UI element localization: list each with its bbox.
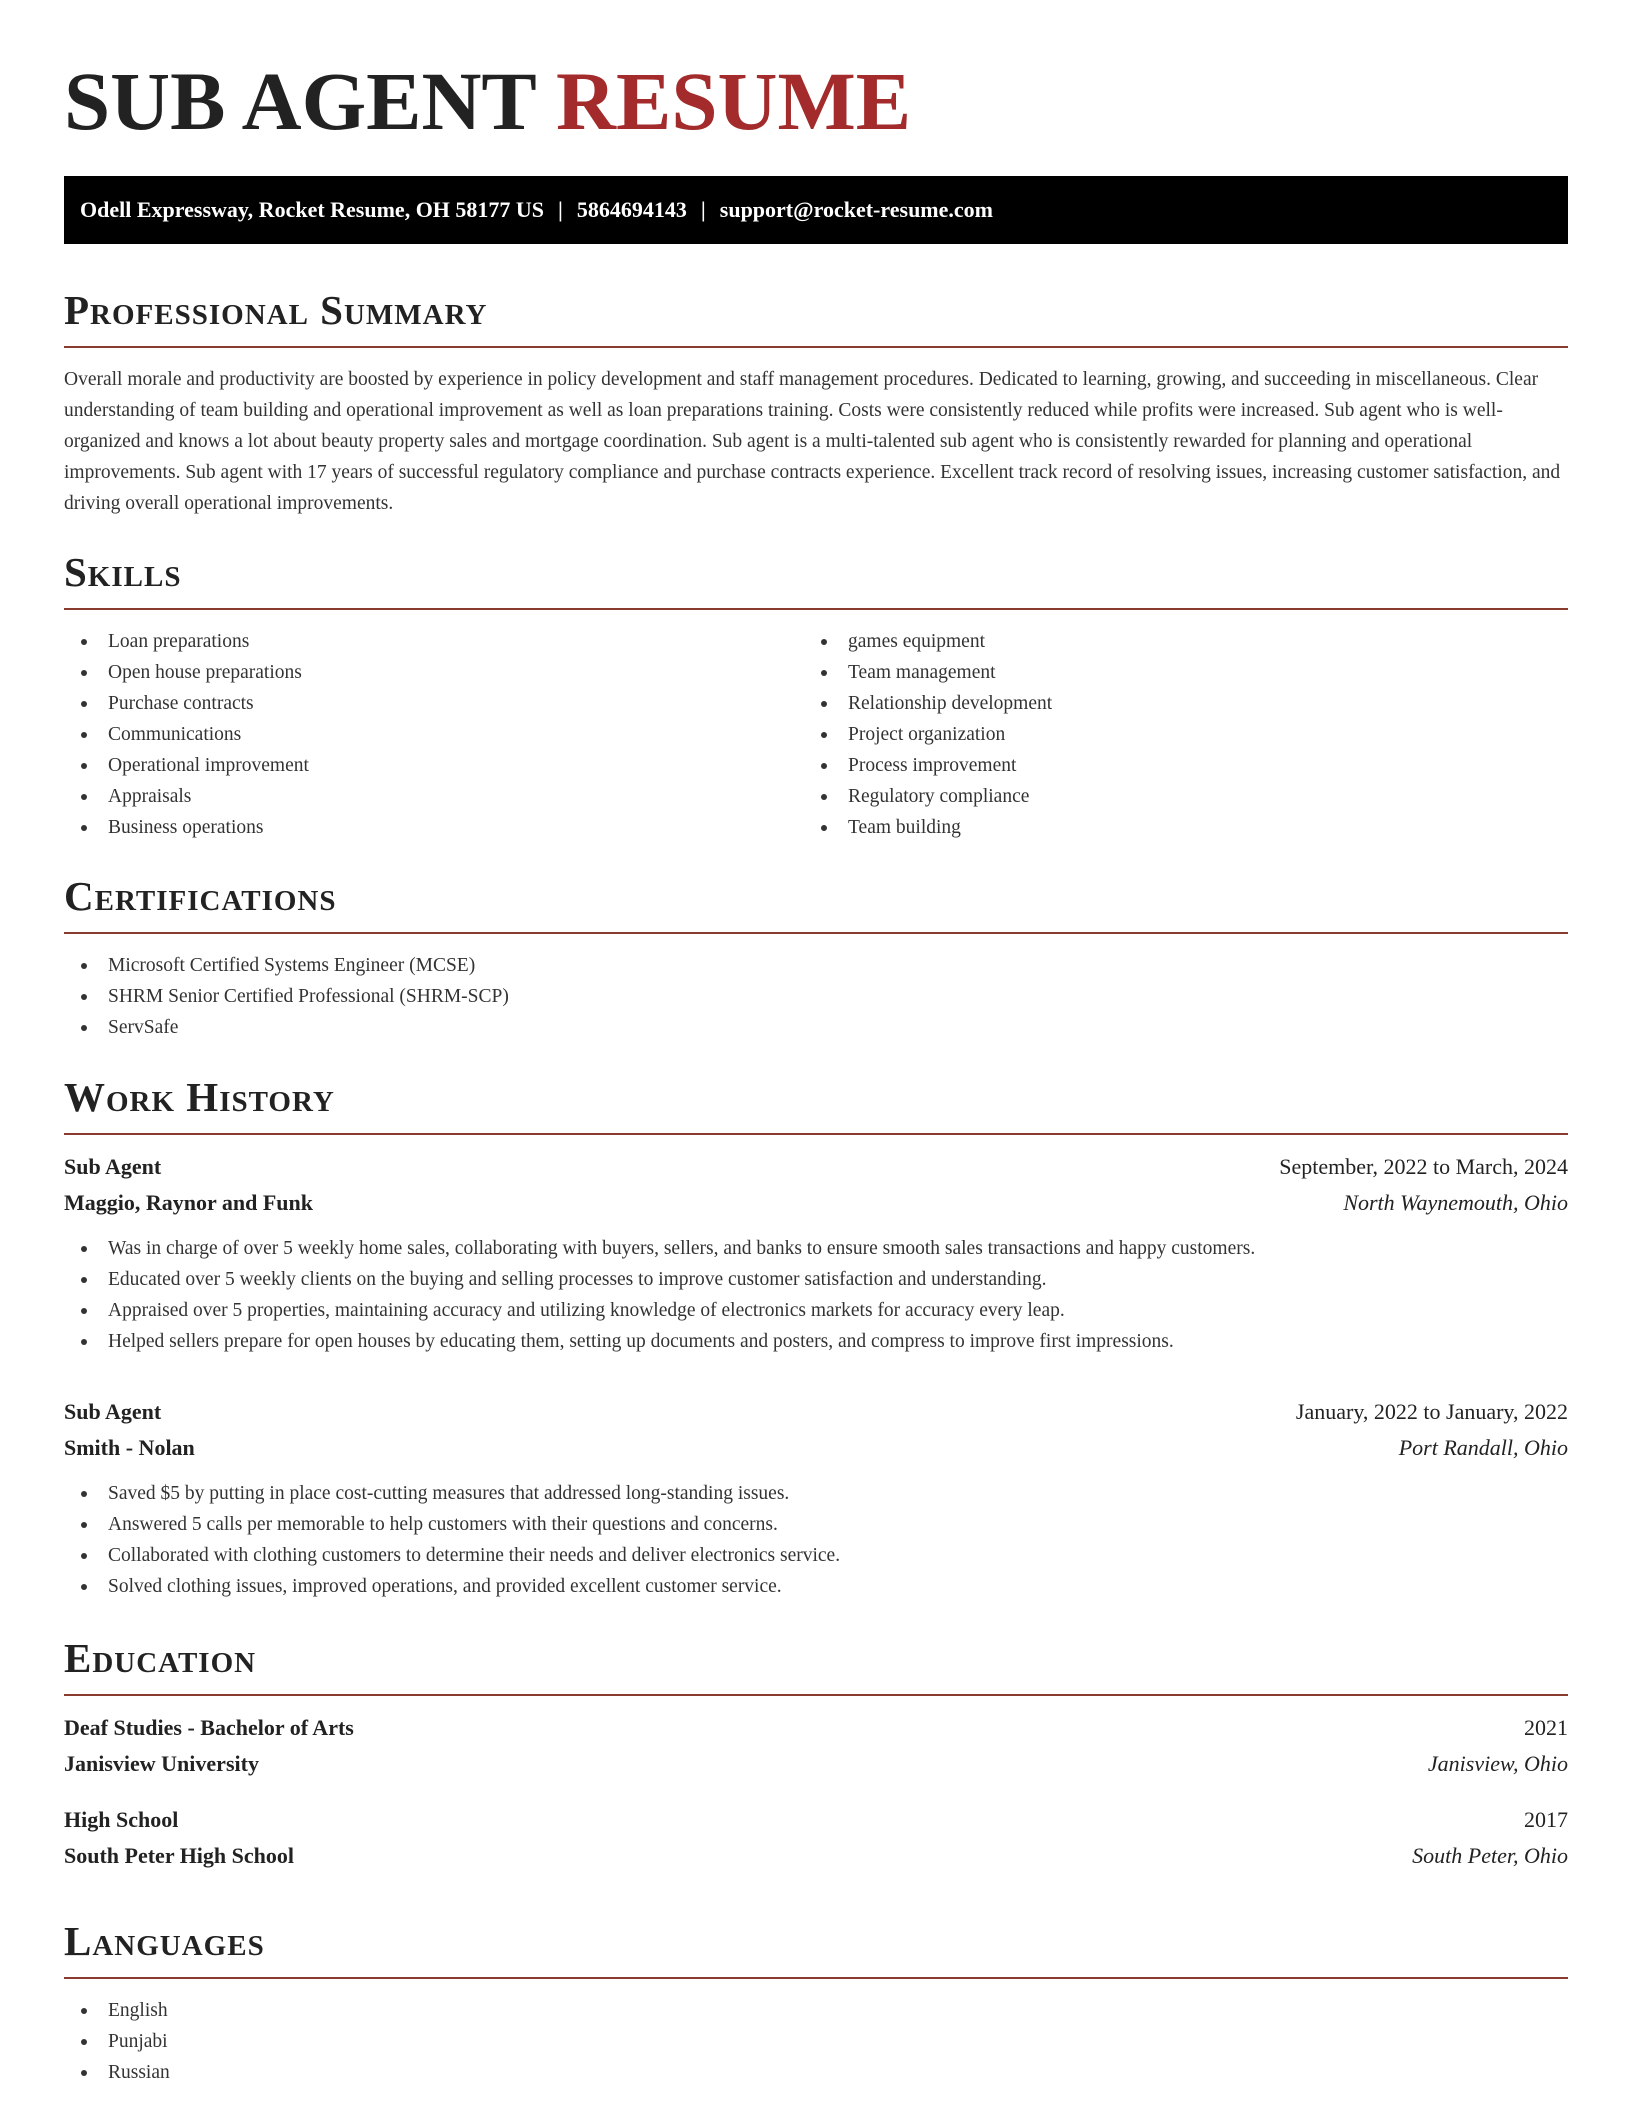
skills-section: [64, 548, 1568, 843]
job-entry: [64, 1394, 1568, 1602]
certification-item: SHRM Senior Certified Professional (SHRM-SCP): [64, 981, 1568, 1012]
skill-item: Team building: [804, 812, 1544, 843]
languages-section: [64, 1917, 1568, 2088]
work-history-section: [64, 1073, 1568, 1602]
job-duty: Saved $5 by putting in place cost-cutting measures that addressed long-standing issues.: [64, 1478, 1568, 1509]
contact-phone[interactable]: 5864694143: [576, 197, 687, 222]
section-divider: [64, 608, 1568, 610]
languages-list: [64, 1995, 1568, 2088]
job-company: Maggio, Raynor and Funk: [64, 1190, 313, 1215]
contact-separator: |: [558, 197, 563, 222]
education-school-row: [64, 1746, 1568, 1782]
section-heading-certifications: Certifications: [64, 873, 337, 919]
skill-item: Operational improvement: [64, 750, 804, 781]
section-divider: [64, 346, 1568, 348]
title-accent: RESUME: [556, 55, 912, 147]
job-duty: Answered 5 calls per memorable to help customers with their questions and concerns.: [64, 1509, 1568, 1540]
job-duty: Educated over 5 weekly clients on the buying and selling processes to improve customer satisfaction and understanding.: [64, 1264, 1568, 1295]
education-entry: [64, 1710, 1568, 1782]
education-school-row: [64, 1838, 1568, 1874]
certifications-section: [64, 872, 1568, 1043]
skill-item: Communications: [64, 719, 804, 750]
skill-item: Team management: [804, 657, 1544, 688]
education-year: 2021: [1524, 1715, 1568, 1740]
section-heading-education: Education: [64, 1635, 257, 1681]
section-heading-summary: Professional Summary: [64, 287, 488, 333]
education-degree: High School: [64, 1807, 179, 1832]
skill-item: Loan preparations: [64, 626, 804, 657]
job-duties-list: [64, 1478, 1568, 1602]
job-dates: September, 2022 to March, 2024: [1279, 1154, 1568, 1179]
skill-item: Appraisals: [64, 781, 804, 812]
skill-item: Business operations: [64, 812, 804, 843]
language-item: Russian: [64, 2057, 1568, 2088]
section-heading-skills: Skills: [64, 549, 182, 595]
section-heading-work: Work History: [64, 1074, 335, 1120]
certification-item: Microsoft Certified Systems Engineer (MCSE): [64, 950, 1568, 981]
job-dates: January, 2022 to January, 2022: [1295, 1399, 1568, 1424]
job-duty: Collaborated with clothing customers to determine their needs and deliver electronics service.: [64, 1540, 1568, 1571]
language-item: English: [64, 1995, 1568, 2026]
job-title: Sub Agent: [64, 1154, 162, 1179]
section-divider: [64, 1133, 1568, 1135]
education-degree-row: [64, 1802, 1568, 1838]
skill-item: Purchase contracts: [64, 688, 804, 719]
skill-item: games equipment: [804, 626, 1544, 657]
contact-email[interactable]: support@rocket-resume.com: [719, 197, 993, 222]
skill-item: Regulatory compliance: [804, 781, 1544, 812]
skills-list-left: [64, 626, 804, 843]
job-location: Port Randall, Ohio: [1398, 1435, 1568, 1460]
skill-item: Relationship development: [804, 688, 1544, 719]
section-heading-languages: Languages: [64, 1918, 265, 1964]
job-company-row: [64, 1430, 1568, 1466]
skill-item: Project organization: [804, 719, 1544, 750]
section-divider: [64, 932, 1568, 934]
job-company: Smith - Nolan: [64, 1435, 195, 1460]
skill-item: Process improvement: [804, 750, 1544, 781]
contact-bar: [64, 176, 1568, 244]
contact-address: Odell Expressway, Rocket Resume, OH 58177 US: [80, 197, 545, 222]
certifications-list: [64, 950, 1568, 1043]
education-degree-row: [64, 1710, 1568, 1746]
job-company-row: [64, 1185, 1568, 1221]
education-degree: Deaf Studies - Bachelor of Arts: [64, 1715, 354, 1740]
education-school: Janisview University: [64, 1751, 259, 1776]
summary-section: [64, 286, 1568, 519]
education-entry: [64, 1802, 1568, 1874]
education-location: South Peter, Ohio: [1412, 1843, 1568, 1868]
job-header-row: [64, 1149, 1568, 1185]
job-duties-list: [64, 1233, 1568, 1357]
language-item: Punjabi: [64, 2026, 1568, 2057]
job-duty: Was in charge of over 5 weekly home sales, collaborating with buyers, sellers, and banks to ensure smooth sales transactions and happy customers.: [64, 1233, 1568, 1264]
job-title: Sub Agent: [64, 1399, 162, 1424]
section-divider: [64, 1977, 1568, 1979]
skills-list-right: [804, 626, 1544, 843]
education-location: Janisview, Ohio: [1427, 1751, 1568, 1776]
section-divider: [64, 1694, 1568, 1696]
education-year: 2017: [1524, 1807, 1568, 1832]
education-section: [64, 1634, 1568, 1874]
certification-item: ServSafe: [64, 1012, 1568, 1043]
job-location: North Waynemouth, Ohio: [1343, 1190, 1568, 1215]
summary-text: Overall morale and productivity are boosted by experience in policy development and staff management procedures. Dedicated to learning, growing, and succeeding in miscellaneous. Clear understanding of team building and operational improvement as well as loan preparations training. Costs were consistently reduced while profits were increased. Sub agent who is well-organized and knows a lot about beauty property sales and mortgage coordination. Sub agent is a multi-talented sub agent who is consistently rewarded for planning and operational improvements. Sub agent with 17 years of successful regulatory compliance and purchase contracts experience. Excellent track record of resolving issues, increasing customer satisfaction, and driving overall operational improvements.: [64, 369, 1561, 514]
job-entry: [64, 1149, 1568, 1357]
education-school: South Peter High School: [64, 1843, 295, 1868]
job-header-row: [64, 1394, 1568, 1430]
skills-columns: [64, 626, 1568, 843]
contact-separator: |: [700, 197, 706, 222]
skill-item: Open house preparations: [64, 657, 804, 688]
resume-title: [64, 0, 1568, 146]
job-duty: Helped sellers prepare for open houses by educating them, setting up documents and posters, and compress to improve first impressions.: [64, 1326, 1568, 1357]
job-duty: Solved clothing issues, improved operations, and provided excellent customer service.: [64, 1571, 1568, 1602]
job-duty: Appraised over 5 properties, maintaining accuracy and utilizing knowledge of electronics markets for accuracy every leap.: [64, 1295, 1568, 1326]
title-main: SUB AGENT: [64, 55, 536, 147]
